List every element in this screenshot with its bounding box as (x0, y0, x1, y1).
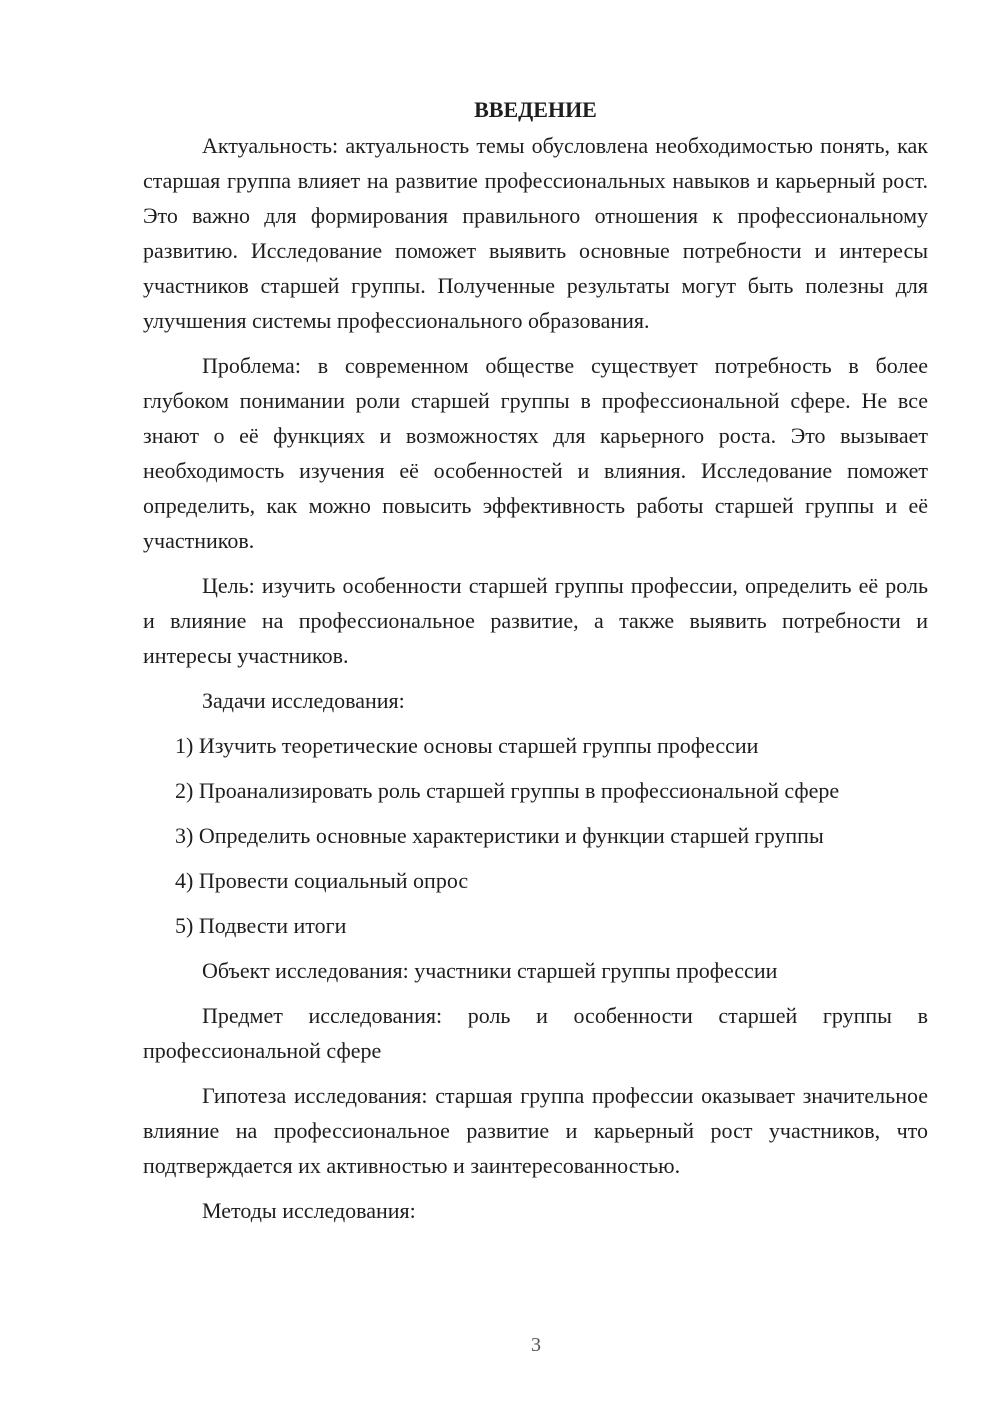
hypothesis-paragraph: Гипотеза исследования: старшая группа профессии оказывает значительное влияние на профессиональное развитие и карьерный рост участников, что подтверждается их активностью и заинтересованностью. (143, 1083, 928, 1178)
page-number: 3 (531, 1334, 541, 1356)
task-item: 3) Определить основные характеристики и функции старшей группы (175, 823, 824, 848)
task-item: 4) Провести социальный опрос (175, 868, 469, 893)
methods-heading: Методы исследования: (202, 1198, 416, 1223)
document-page (143, 94, 928, 1238)
page-title: ВВЕДЕНИЕ (474, 97, 597, 122)
subject-paragraph: Предмет исследования: роль и особенности старшей группы в профессиональной сфере (143, 1003, 928, 1063)
object-paragraph: Объект исследования: участники старшей группы профессии (202, 958, 778, 983)
relevance-paragraph: Актуальность: актуальность темы обусловлена необходимостью понять, как старшая группа влияет на развитие профессиональных навыков и карьерный рост. Это важно для формирования правильного отношения к профессиональному развитию. Исследование поможет выявить основные потребности и интересы участников старшей группы. Полученные результаты могут быть полезны для улучшения системы профессионального образования. (143, 133, 928, 333)
task-item: 1) Изучить теоретические основы старшей группы профессии (175, 733, 759, 758)
task-item: 2) Проанализировать роль старшей группы в профессиональной сфере (175, 778, 840, 803)
tasks-list (143, 728, 928, 943)
goal-paragraph: Цель: изучить особенности старшей группы профессии, определить её роль и влияние на профессиональное развитие, а также выявить потребности и интересы участников. (143, 573, 928, 668)
task-item: 5) Подвести итоги (175, 913, 347, 938)
problem-paragraph: Проблема: в современном обществе существует потребность в более глубоком понимании роли старшей группы в профессиональной сфере. Не все знают о её функциях и возможностях для карьерного роста. Это вызывает необходимость изучения её особенностей и влияния. Исследование поможет определить, как можно повысить эффективность работы старшей группы и её участников. (143, 353, 928, 553)
tasks-heading: Задачи исследования: (202, 688, 405, 713)
